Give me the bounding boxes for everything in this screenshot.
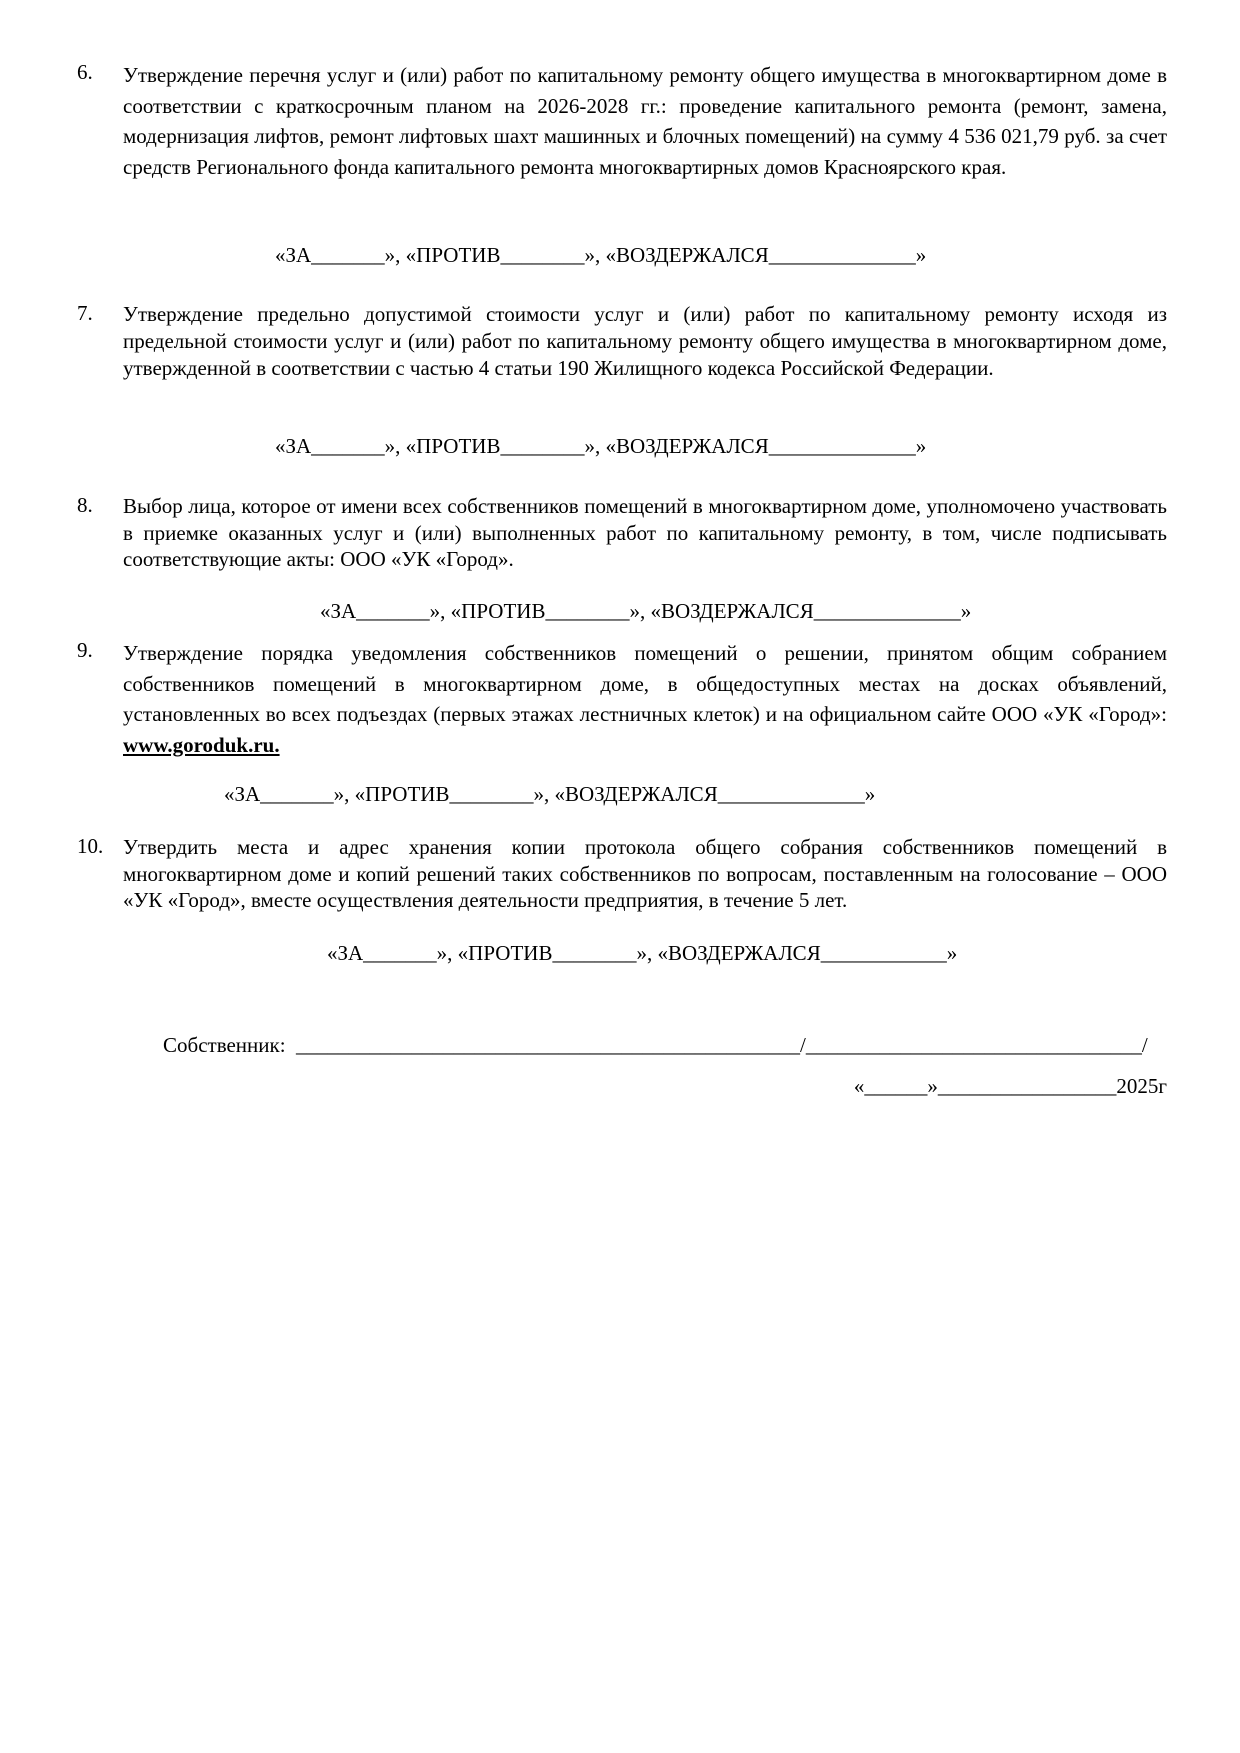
- vote-line-6: «ЗА_______», «ПРОТИВ________», «ВОЗДЕРЖАЛСЯ______________»: [275, 243, 927, 267]
- item-text: Утверждение перечня услуг и (или) работ по капитальному ремонту общего имущества в многоквартирном доме в соответствии с краткосрочным планом на 2026-2028 гг.: проведение капитального ремонта (ремонт, замена, модернизация лифтов, ремонт лифтовых шахт машинных и блочных помещений) на сумму 4 536 021,79 руб. за счет средств Регионального фонда капитального ремонта многоквартирных домов Красноярского края.: [123, 63, 1167, 179]
- item-number: 6.: [77, 60, 93, 84]
- vote-line-8: «ЗА_______», «ПРОТИВ________», «ВОЗДЕРЖАЛСЯ______________»: [320, 599, 972, 623]
- agenda-item-10: [77, 834, 1167, 914]
- agenda-item-9: [77, 638, 1167, 760]
- item-number: 8.: [77, 493, 93, 517]
- item-text-body: Утверждение порядка уведомления собственников помещений о решении, принятом общим собранием собственников помещений в многоквартирном доме, в общедоступных местах на досках объявлений, установленных во всех подъездах (первых этажах лестничных клеток) и на официальном сайте ООО «УК «Город»:: [123, 641, 1167, 726]
- item-number: 10.: [77, 834, 104, 858]
- vote-line-7: «ЗА_______», «ПРОТИВ________», «ВОЗДЕРЖАЛСЯ______________»: [275, 434, 927, 458]
- item-text: [123, 638, 1167, 760]
- item-text: Утвердить места и адрес хранения копии протокола общего собрания собственников помещений в многоквартирном доме и копий решений таких собственников по вопросам, поставленным на голосование – ООО «УК «Город», вместе осуществления деятельности предприятия, в течение 5 лет.: [123, 835, 1167, 912]
- website-link[interactable]: www.goroduk.ru.: [123, 732, 280, 757]
- item-number: 9.: [77, 638, 93, 662]
- vote-line-9: «ЗА_______», «ПРОТИВ________», «ВОЗДЕРЖАЛСЯ______________»: [224, 782, 876, 806]
- owner-signature-line: Собственник: ________________________________________________/________________________________/: [163, 1033, 1148, 1057]
- agenda-item-6: [77, 60, 1167, 182]
- agenda-item-7: [77, 301, 1167, 382]
- item-text: Утверждение предельно допустимой стоимости услуг и (или) работ по капитальному ремонту исходя из предельной стоимости услуг и (или) работ по капитальному ремонту общего имущества в многоквартирном доме, утвержденной в соответствии с частью 4 статьи 190 Жилищного кодекса Российской Федерации.: [123, 302, 1167, 380]
- item-text: Выбор лица, которое от имени всех собственников помещений в многоквартирном доме, уполномочено участвовать в приемке оказанных услуг и (или) выполненных работ по капитальному ремонту, в том, числе подписывать соответствующие акты: ООО «УК «Город».: [123, 494, 1167, 571]
- date-line: «______»_________________2025г: [853, 1074, 1167, 1098]
- item-number: 7.: [77, 301, 93, 325]
- vote-line-10: «ЗА_______», «ПРОТИВ________», «ВОЗДЕРЖАЛСЯ____________»: [327, 941, 958, 965]
- agenda-item-8: [77, 493, 1167, 573]
